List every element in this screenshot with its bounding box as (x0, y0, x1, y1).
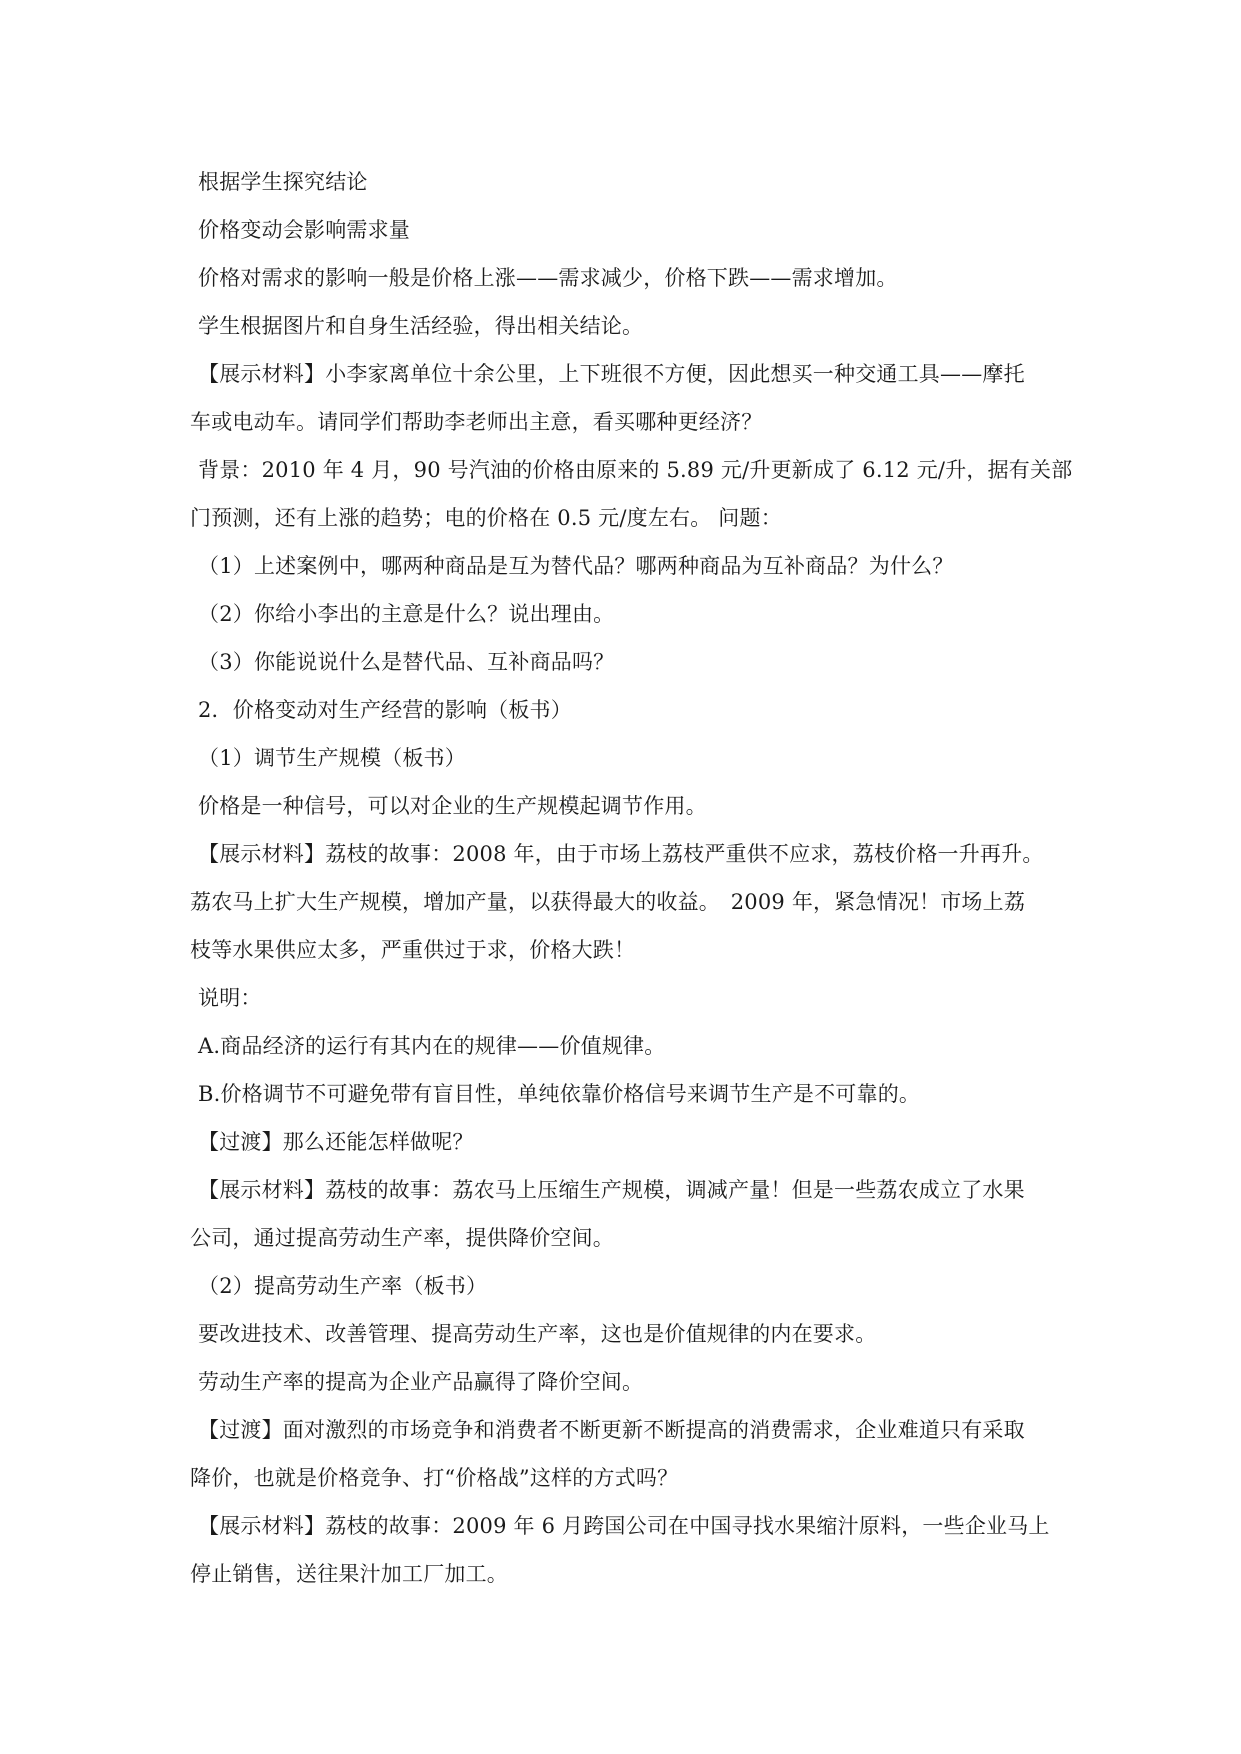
paragraph: 价格是一种信号，可以对企业的生产规模起调节作用。 (198, 794, 707, 818)
paragraph: （2）你给小李出的主意是什么？说出理由。 (198, 602, 615, 626)
paragraph: 【展示材料】小李家离单位十余公里，上下班很不方便，因此想买一种交通工具——摩托 (198, 362, 1025, 386)
paragraph: 说明： (198, 986, 262, 1010)
paragraph: 门预测，还有上涨的趋势；电的价格在 0.5 元/度左右。 问题： (190, 506, 782, 530)
paragraph: 背景：2010 年 4 月，90 号汽油的价格由原来的 5.89 元/升更新成了 6.12 元/升，据有关部 (198, 458, 1073, 482)
paragraph: 2．价格变动对生产经营的影响（板书） (198, 698, 572, 722)
paragraph: B.价格调节不可避免带有盲目性，单纯依靠价格信号来调节生产是不可靠的。 (198, 1082, 921, 1106)
paragraph: 公司，通过提高劳动生产率，提供降价空间。 (190, 1226, 614, 1250)
document-body (190, 158, 1073, 1598)
paragraph: 【过渡】面对激烈的市场竞争和消费者不断更新不断提高的消费需求，企业难道只有采取 (198, 1418, 1025, 1442)
paragraph: 【展示材料】荔枝的故事：荔农马上压缩生产规模，调减产量！但是一些荔农成立了水果 (198, 1178, 1025, 1202)
paragraph: 车或电动车。请同学们帮助李老师出主意，看买哪种更经济？ (190, 410, 763, 434)
paragraph: 降价，也就是价格竞争、打“价格战”这样的方式吗？ (190, 1466, 679, 1490)
paragraph: 荔农马上扩大生产规模，增加产量，以获得最大的收益。 2009 年，紧急情况！市场上荔 (190, 890, 1026, 914)
paragraph: 枝等水果供应太多，严重供过于求，价格大跌！ (190, 938, 636, 962)
paragraph: A.商品经济的运行有其内在的规律——价值规律。 (198, 1034, 666, 1058)
paragraph: 价格对需求的影响一般是价格上涨——需求减少，价格下跌——需求增加。 (198, 266, 898, 290)
paragraph: 停止销售，送往果汁加工厂加工。 (190, 1562, 508, 1586)
paragraph: 学生根据图片和自身生活经验，得出相关结论。 (198, 314, 644, 338)
paragraph: （1）上述案例中，哪两种商品是互为替代品？哪两种商品为互补商品？为什么？ (198, 554, 954, 578)
paragraph: 【展示材料】荔枝的故事：2009 年 6 月跨国公司在中国寻找水果缩汁原料，一些企业马上 (198, 1514, 1050, 1538)
paragraph: 劳动生产率的提高为企业产品赢得了降价空间。 (198, 1370, 644, 1394)
paragraph: 【过渡】那么还能怎样做呢？ (198, 1130, 474, 1154)
paragraph: 【展示材料】荔枝的故事：2008 年，由于市场上荔枝严重供不应求，荔枝价格一升再升。 (198, 842, 1044, 866)
paragraph: （3）你能说说什么是替代品、互补商品吗？ (198, 650, 615, 674)
paragraph: （2）提高劳动生产率（板书） (198, 1274, 488, 1298)
paragraph: （1）调节生产规模（板书） (198, 746, 466, 770)
paragraph: 要改进技术、改善管理、提高劳动生产率，这也是价值规律的内在要求。 (198, 1322, 877, 1346)
paragraph: 根据学生探究结论 (198, 170, 368, 194)
paragraph: 价格变动会影响需求量 (198, 218, 410, 242)
